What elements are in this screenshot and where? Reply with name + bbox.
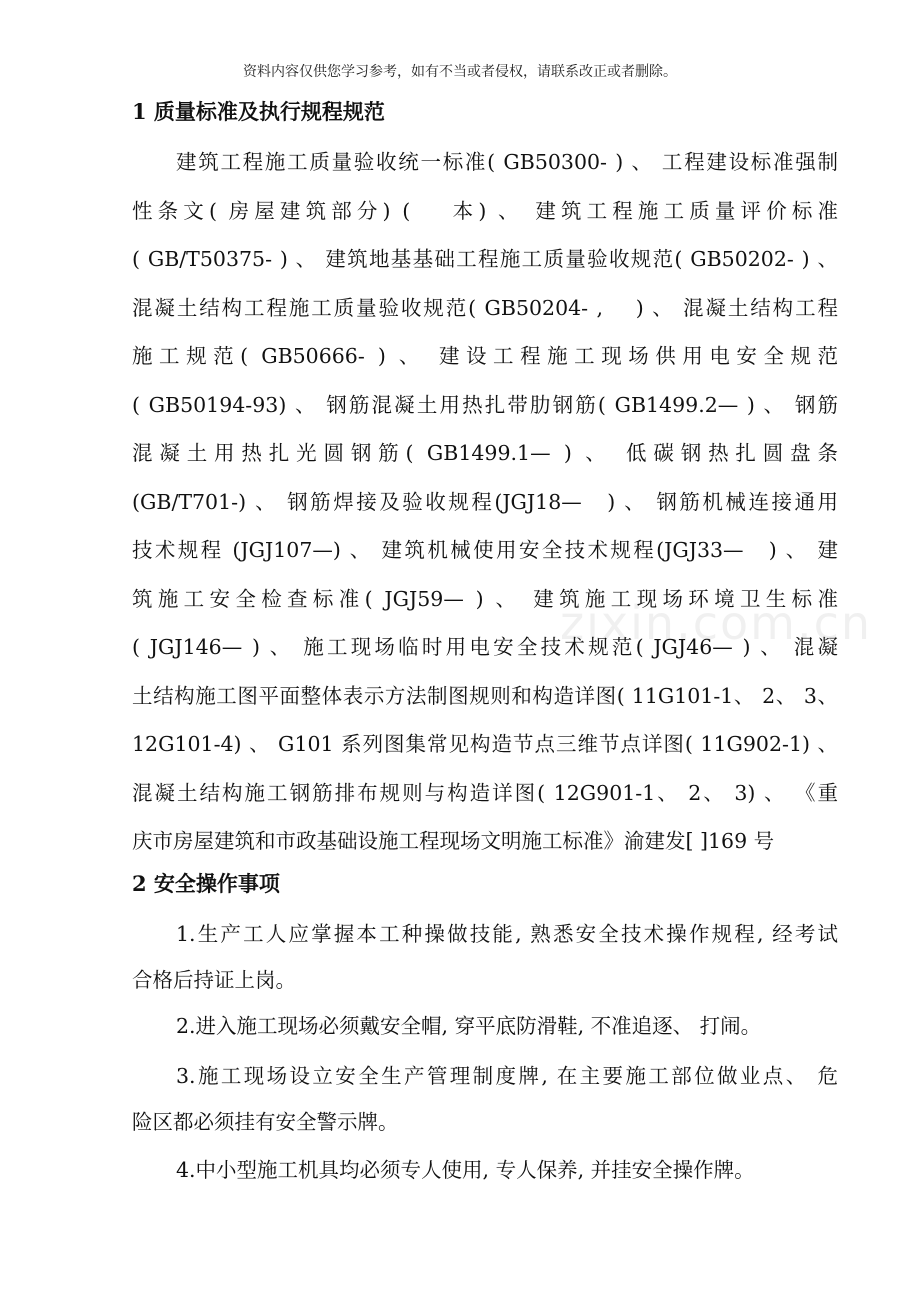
paragraph-line: ( JGJ146— ) 、 施工现场临时用电安全技术规范( JGJ46— ) 、 混凝 xyxy=(132,635,838,659)
paragraph-line: 筑施工安全检查标准( JGJ59— ) 、 建筑施工现场环境卫生标准 xyxy=(132,586,838,611)
paragraph-line: 土结构施工图平面整体表示方法制图规则和构造详图( 11G101-1、 2、 3、 xyxy=(132,683,838,708)
paragraph-line: 混凝土结构施工钢筋排布规则与构造详图( 12G901-1、 2、 3) 、 《重 xyxy=(132,780,838,805)
safety-item-4 xyxy=(132,1147,838,1193)
paragraph-line: 庆市房屋建筑和市政基础设施工程现场文明施工标准》渝建发[ ]169 号 xyxy=(132,829,775,853)
item-line: 3.施工现场设立安全生产管理制度牌, 在主要施工部位做业点、 危 xyxy=(176,1064,838,1088)
item-line: 1.生产工人应掌握本工种操做技能, 熟悉安全技术操作规程, 经考试 xyxy=(176,922,838,946)
copyright-notice: 资料内容仅供您学习参考，如有不当或者侵权，请联系改正或者删除。 xyxy=(243,64,677,80)
paragraph-line: ( GB50194-93) 、 钢筋混凝土用热扎带肋钢筋( GB1499.2— ) 、 钢筋 xyxy=(132,392,838,417)
paragraph-line: 施工规范( GB50666- ) 、 建设工程施工现场供用电安全规范 xyxy=(132,344,838,368)
paragraph-line: 建筑工程施工质量验收统一标准( GB50300- ) 、 工程建设标准强制 xyxy=(176,150,838,174)
paragraph-line: 12G101-4) 、 G101 系列图集常见构造节点三维节点详图( 11G902-1) 、 xyxy=(132,732,838,756)
standards-paragraph xyxy=(132,138,838,866)
section-2-heading: 2 安全操作事项 xyxy=(132,871,280,896)
safety-item-2 xyxy=(132,1003,838,1049)
item-line: 险区都必须挂有安全警示牌。 xyxy=(132,1110,399,1134)
paragraph-line: 性条文( 房屋建筑部分) ( 本) 、 建筑工程施工质量评价标准 xyxy=(132,198,838,223)
paragraph-line: 混凝土结构工程施工质量验收规范( GB50204- , ) 、 混凝土结构工程 xyxy=(132,295,838,320)
paragraph-line: ( GB/T50375- ) 、 建筑地基基础工程施工质量验收规范( GB50202- ) 、 xyxy=(132,247,838,271)
safety-item-1 xyxy=(132,911,838,1003)
watermark: zixin.com.cn xyxy=(560,596,873,650)
item-line: 4.中小型施工机具均必须专人使用, 专人保养, 并挂安全操作牌。 xyxy=(176,1158,755,1182)
section-1-heading: 1 质量标准及执行规程规范 xyxy=(132,99,385,124)
safety-item-3 xyxy=(132,1053,838,1145)
paragraph-line: (GB/T701-) 、 钢筋焊接及验收规程(JGJ18— ) 、 钢筋机械连接通用 xyxy=(132,489,838,514)
paragraph-line: 技术规程 (JGJ107—) 、 建筑机械使用安全技术规程(JGJ33— ) 、 建 xyxy=(132,538,838,562)
item-line: 2.进入施工现场必须戴安全帽, 穿平底防滑鞋, 不准追逐、 打闹。 xyxy=(176,1014,762,1038)
paragraph-line: 混凝土用热扎光圆钢筋( GB1499.1— ) 、 低碳钢热扎圆盘条 xyxy=(132,441,838,465)
item-line: 合格后持证上岗。 xyxy=(132,968,296,992)
